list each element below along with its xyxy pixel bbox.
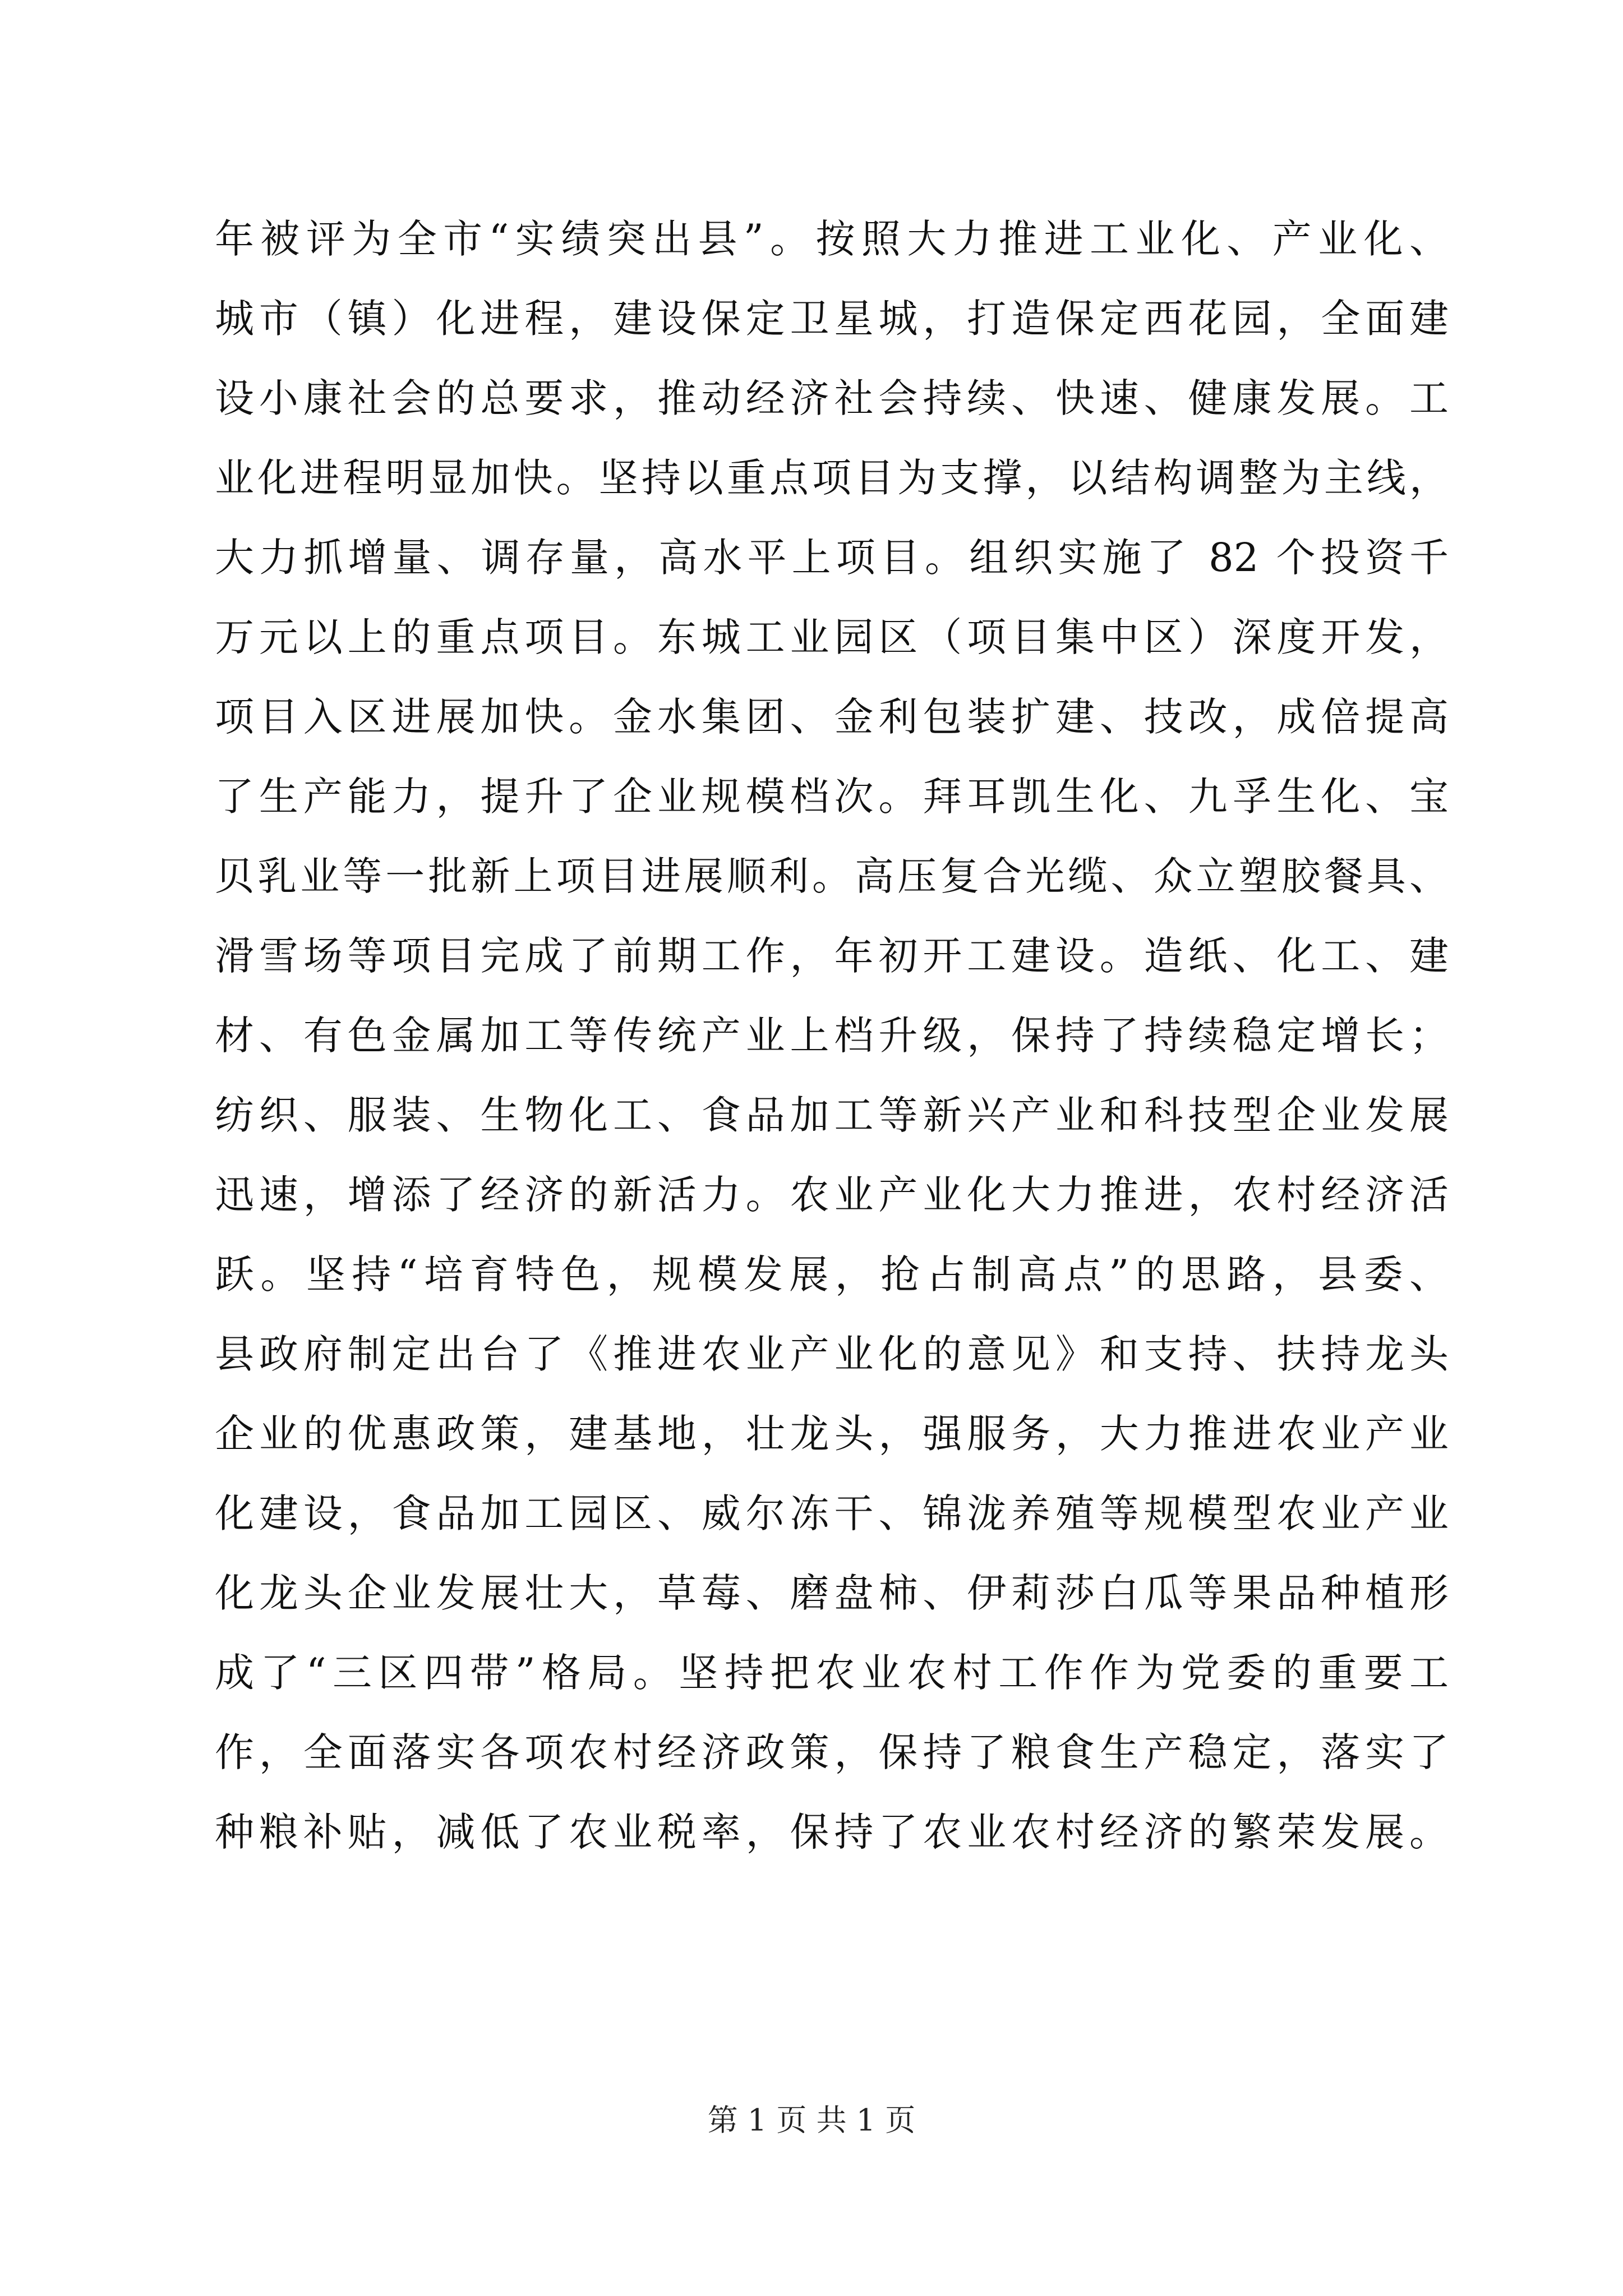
text-line: 大力抓增量、调存量，高水平上项目。组织实施了 82 个投资千 [215,535,1449,581]
text-line: 企业的优惠政策，建基地，壮龙头，强服务，大力推进农业产业 [215,1411,1449,1457]
page-number-footer: 第 1 页 共 1 页 [707,2102,916,2138]
text-line: 化建设，食品加工园区、威尔冻干、锦泷养殖等规模型农业产业 [215,1490,1449,1536]
text-line: 迅速，增添了经济的新活力。农业产业化大力推进，农村经济活 [215,1172,1449,1218]
text-line: 年被评为全市“实绩突出县”。按照大力推进工业化、产业化、 [215,216,1449,262]
text-line: 材、有色金属加工等传统产业上档升级，保持了持续稳定增长； [215,1013,1449,1059]
text-line: 贝乳业等一批新上项目进展顺利。高压复合光缆、众立塑胶餐具、 [215,853,1449,899]
text-line: 种粮补贴，减低了农业税率，保持了农业农村经济的繁荣发展。 [215,1809,1449,1855]
text-line: 项目入区进展加快。金水集团、金利包装扩建、技改，成倍提高 [215,694,1449,740]
body-paragraph [215,199,1449,1872]
text-line: 跃。坚持“培育特色，规模发展，抢占制高点”的思路，县委、 [215,1251,1449,1297]
text-line: 设小康社会的总要求，推动经济社会持续、快速、健康发展。工 [215,375,1449,421]
text-line: 化龙头企业发展壮大，草莓、磨盘柿、伊莉莎白瓜等果品种植形 [215,1570,1449,1616]
text-line: 城市（镇）化进程，建设保定卫星城，打造保定西花园，全面建 [215,296,1449,342]
text-line: 万元以上的重点项目。东城工业园区（项目集中区）深度开发， [215,614,1449,660]
text-line: 作，全面落实各项农村经济政策，保持了粮食生产稳定，落实了 [215,1729,1449,1775]
text-line: 成了“三区四带”格局。坚持把农业农村工作作为党委的重要工 [215,1650,1449,1696]
text-line: 滑雪场等项目完成了前期工作，年初开工建设。造纸、化工、建 [215,933,1449,979]
text-line: 纺织、服装、生物化工、食品加工等新兴产业和科技型企业发展 [215,1092,1449,1138]
text-line: 县政府制定出台了《推进农业产业化的意见》和支持、扶持龙头 [215,1331,1449,1377]
text-line: 业化进程明显加快。坚持以重点项目为支撑，以结构调整为主线， [215,455,1449,501]
text-line: 了生产能力，提升了企业规模档次。拜耳凯生化、九孚生化、宝 [215,774,1449,820]
